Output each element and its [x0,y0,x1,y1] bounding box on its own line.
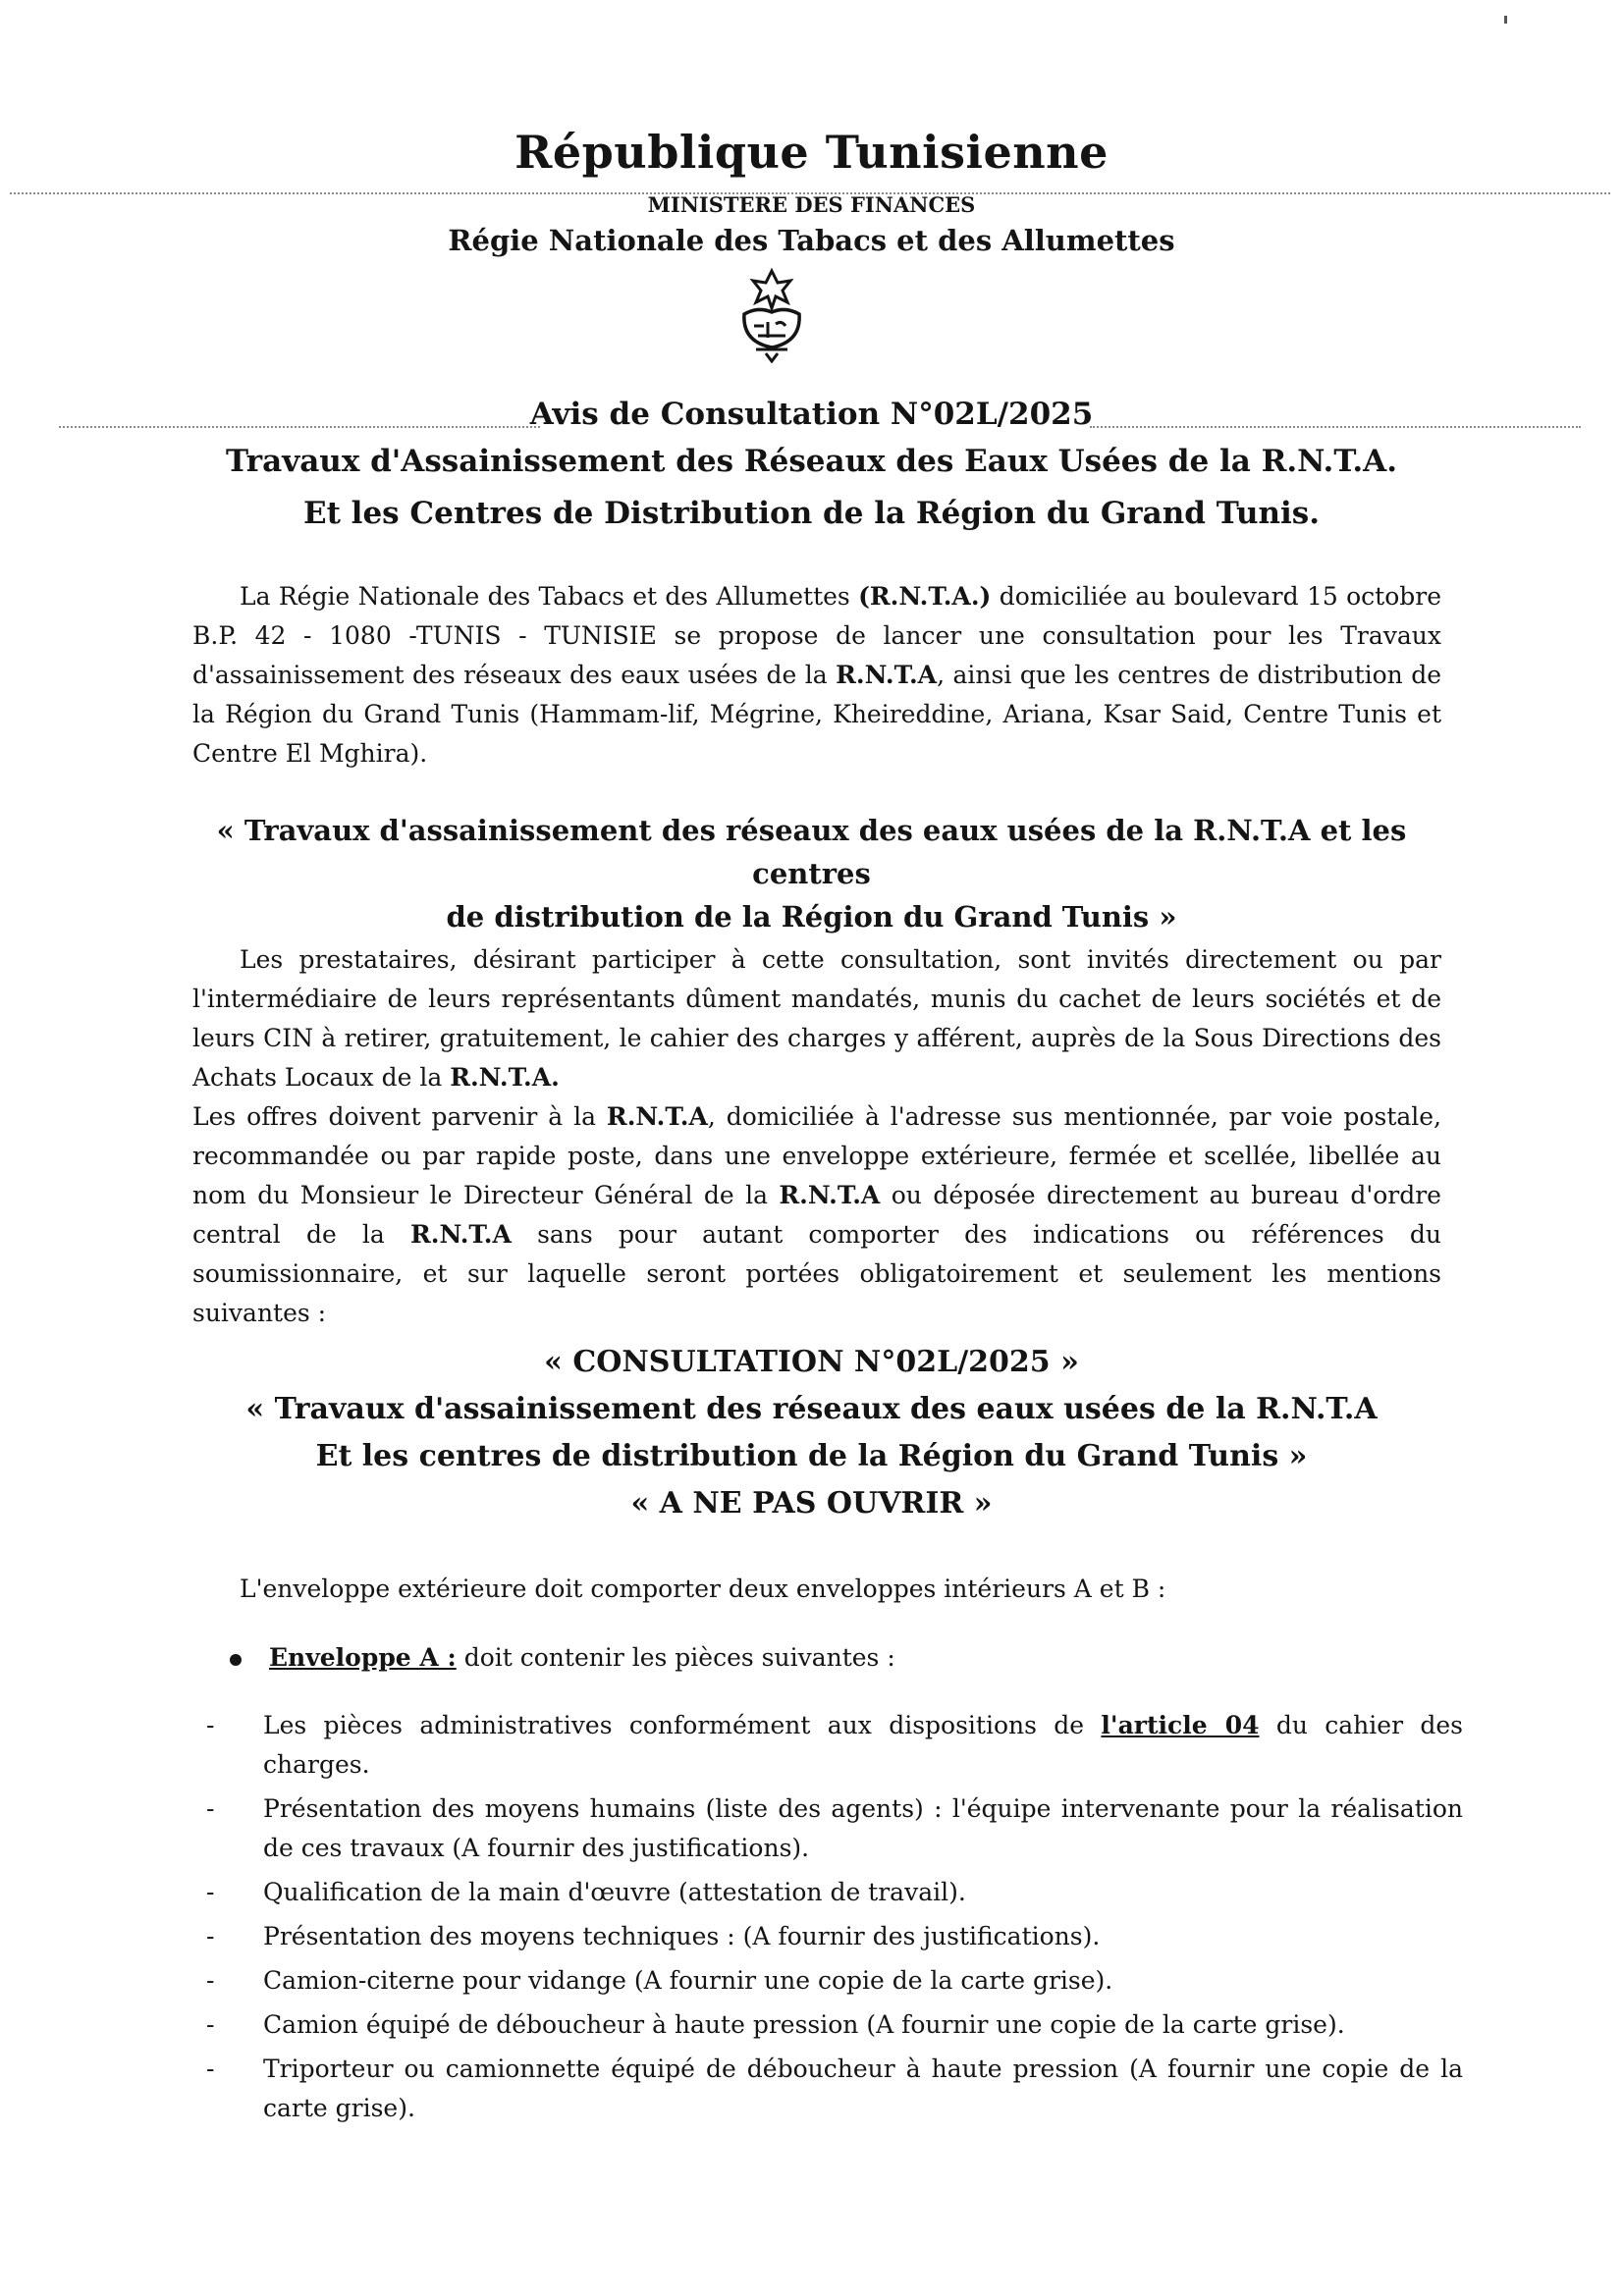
republic-title: République Tunisienne [514,126,1109,179]
envelope-a-label: Enveloppe A : [269,1643,457,1672]
list-item: - Camion équipé de déboucheur à haute pression (A fournir une copie de la carte grise). [206,2010,1345,2039]
notice-subtitle-line2: Et les Centres de Distribution de la Région du Grand Tunis. [302,496,1321,531]
envelope-mentions [0,1339,1623,1527]
intro-paragraph: La Régie Nationale des Tabacs et des Allumettes (R.N.T.A.) domiciliée au boulevard 15 octobre B.P. 42 - 1080 -TUNIS - TUNISIE se propose de lancer une consultation pour les Travaux d'assainissement des réseaux des eaux usées de la R.N.T.A, ainsi que les centres de distribution de la Région du Grand Tunis (Hammam-lif, Mégrine, Kheireddine, Ariana, Ksar Said, Centre Tunis et Centre El Mghira). [192,582,1442,768]
rnta-emblem-icon [723,265,821,363]
list-item: - Camion-citerne pour vidange (A fournir une copie de la carte grise). [206,1966,1113,1995]
mention-centres: Et les centres de distribution de la Région du Grand Tunis » [315,1439,1308,1473]
regie-name: Régie Nationale des Tabacs et des Allumettes [448,224,1175,257]
bullet-icon [230,1654,242,1666]
envelopes-intro: L'enveloppe extérieure doit comporter deux enveloppes intérieurs A et B : [240,1575,1166,1603]
envelope-a-bullet [230,1643,895,1672]
notice-subtitle-line1: Travaux d'Assainissement des Réseaux des Eaux Usées de la R.N.T.A. [225,444,1398,479]
envelope-a-text: doit contenir les pièces suivantes : [456,1643,895,1672]
list-item: - Présentation des moyens techniques : (A fournir des justifications). [206,1922,1101,1950]
list-item: - Présentation des moyens humains (liste des agents) : l'équipe intervenante pour la réalisation de ces travaux (A fournir des justifications). [206,1794,1463,1862]
list-item: - Qualification de la main d'œuvre (attestation de travail). [206,1878,966,1906]
list-item: - Les pièces administratives conformément aux dispositions de l'article 04 du cahier des charges. [206,1711,1463,1779]
quoted-title-line2: de distribution de la Région du Grand Tunis » [446,900,1177,934]
mention-travaux: « Travaux d'assainissement des réseaux des eaux usées de la R.N.T.A [245,1392,1378,1426]
list-item: - Triporteur ou camionnette équipé de déboucheur à haute pression (A fournir une copie de la carte grise). [206,2055,1463,2122]
pieces-list [206,1706,1463,2133]
scan-mark [1504,16,1507,24]
quoted-title-line1: « Travaux d'assainissement des réseaux des eaux usées de la R.N.T.A et les centres [216,814,1407,890]
mention-consultation: « CONSULTATION N°02L/2025 » [544,1345,1079,1379]
notice-title: Avis de Consultation N°02L/2025 [529,397,1094,432]
quoted-title [157,809,1466,938]
participants-paragraph: Les prestataires, désirant participer à cette consultation, sont invités directement ou par l'intermédiaire de leurs représentants dûment mandatés, munis du cachet de leurs sociétés et de leurs CIN à retirer, gratuitement, le cahier des charges y afférent, auprès de la Sous Directions des Achats Locaux de la R.N.T.A. Les offres doivent parvenir à la R.N.T.A, domiciliée à l'adresse sus mentionnée, par voie postale, recommandée ou par rapide poste, dans une enveloppe extérieure, fermée et scellée, libellée au nom du Monsieur le Directeur Général de la R.N.T.A ou déposée directement au bureau d'ordre central de la R.N.T.A sans pour autant comporter des indications ou références du soumissionnaire, et sur laquelle seront portées obligatoirement et seulement les mentions suivantes : [192,945,1442,1327]
mention-ne-pas-ouvrir: « A NE PAS OUVRIR » [630,1486,993,1521]
ministry-name: MINISTERE DES FINANCES [647,192,976,217]
